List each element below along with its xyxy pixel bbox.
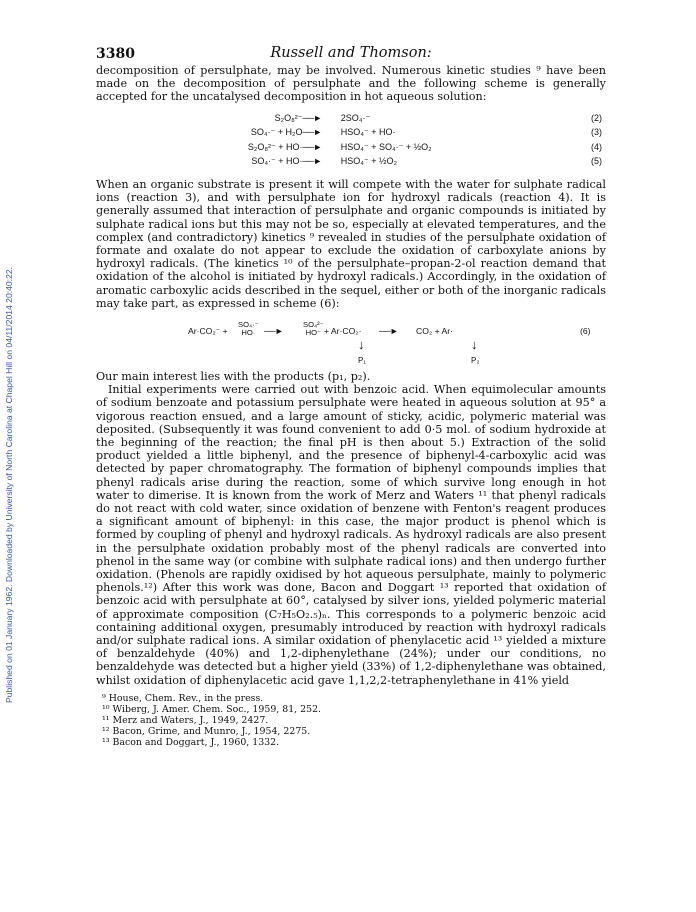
- equation-rhs: 2SO₄·⁻: [340, 112, 371, 123]
- equation-5: [96, 154, 606, 169]
- equation-2: [96, 111, 606, 126]
- reaction-arrow: ──►: [379, 326, 398, 337]
- page-body: [96, 42, 606, 748]
- footnote-10: ¹⁰ Wiberg, J. Amer. Chem. Soc., 1959, 81, 252.: [102, 703, 322, 715]
- footnote-12: ¹² Bacon, Grime, and Munro, J., 1954, 2275.: [102, 725, 311, 737]
- reaction-arrow: ──►: [302, 141, 322, 152]
- equation-number: (5): [591, 156, 602, 167]
- sulphate-ion: SO₄²⁻: [303, 320, 324, 330]
- equation-number: (3): [591, 127, 602, 138]
- paragraph-2: When an organic substrate is present it will compete with the water for sulphate radical ions (reaction 3), and with persulphate ion for hydroxyl radicals (reaction 4). It is generally assumed that interaction of persulphate and organic compounds is initiated by sulphate radical ions but this may not be so, especially at elevated temperatures, and the complex (and contradictory) kinetics ⁹ revealed in studies of the persulphate oxidation of formate and oxalate do not appear to exclude the oxidation of carboxylate anions by hydroxyl radicals. (The kinetics ¹⁰ of the persulphate–propan-2-ol reaction demand that oxidation of the alcohol is initiated by hydroxyl radicals.) Accordingly, in the oxidation of aromatic carboxylic acids described in the sequel, either or both of the inorganic radicals may take part, as expressed in scheme (6):: [96, 177, 606, 310]
- footnote-9: ⁹ House, Chem. Rev., in the press.: [102, 692, 264, 704]
- scheme-reactant: Ar·CO₂⁻ +: [188, 326, 228, 337]
- equation-4: [96, 140, 606, 155]
- down-arrow-icon: ↓: [471, 337, 478, 353]
- scheme-6: [96, 312, 606, 368]
- equation-lhs: SO₄·⁻ + H₂O: [250, 127, 303, 138]
- equation-number: (2): [591, 112, 602, 123]
- download-notice: Published on 01 January 1962. Downloaded by University of North Carolina at Chapel Hill on 04/11/2014 20:40:22.: [4, 267, 14, 704]
- equation-number: (4): [591, 141, 602, 152]
- equation-rhs: HSO₄⁻ + HO·: [340, 127, 396, 138]
- paragraph-1: decomposition of persulphate, may be involved. Numerous kinetic studies ⁹ have been made on the decomposition of persulphate and the following scheme is generally accepted for the uncatalysed decomposition in hot aqueous solution:: [96, 64, 606, 104]
- hydroxide-ion: HO⁻: [305, 328, 321, 338]
- scheme-radicals: [238, 321, 259, 337]
- paragraph-4: Initial experiments were carried out with benzoic acid. When equimolecular amounts of sodium benzoate and potassium persulphate were heated in aqueous solution at 95° a vigorous reaction ensued, and a large amount of sticky, acidic, polymeric material was deposited. (Subsequently it was found convenient to add 0·5 mol. of sodium hydroxide at the beginning of the reaction; the final pH is then about 5.) Extraction of the solid product yielded a little biphenyl, and the presence of biphenyl-4-carboxylic acid was detected by paper chromatography. The formation of biphenyl compounds implies that phenyl radicals arise during the reaction, some of which survive long enough in hot water to dimerise. It is known from the work of Merz and Waters ¹¹ that phenyl radicals do not react with cold water, since oxidation of benzene with Fenton's reagent produces a significant amount of biphenyl: in this case, the major product is phenol which is formed by coupling of phenyl and hydroxyl radicals. As hydroxyl radicals are also present in the persulphate oxidation probably most of the phenyl radicals are converted into phenol in the same way (or combine with sulphate radical ions) and then undergo further oxidation. (Phenols are rapidly oxidised by hot aqueous persulphate, mainly to polymeric phenols.¹²) After this work was done, Bacon and Doggart ¹³ reported that oxidation of benzoic acid with persulphate at 60°, catalysed by silver ions, yielded polymeric material of approximate composition (C₇H₅O₂.₅)ₙ. This corresponds to a polymeric benzoic acid containing additional oxygen, presumably introduced by reaction with hydroxyl radicals and/or sulphate radical ions. A similar oxidation of phenylacetic acid ¹³ yielded a mixture of benzaldehyde (40%) and 1,2-diphenylethane (24%); under our conditions, no benzaldehyde was detected but a higher yield (33%) of 1,2-diphenylethane was obtained, whilst oxidation of diphenylacetic acid gave 1,1,2,2-tetraphenylethane in 41% yield: [96, 383, 606, 687]
- down-arrow-icon: ↓: [358, 337, 365, 353]
- reaction-arrow: ──►: [302, 127, 322, 138]
- page-number: 3380: [96, 46, 135, 62]
- scheme-products: CO₂ + Ar·: [416, 326, 454, 337]
- equation-lhs: S₂O₈²⁻: [274, 112, 303, 123]
- product-p2: P₂: [471, 356, 480, 366]
- equation-rhs: HSO₄⁻ + SO₄·⁻ + ½O₂: [340, 141, 432, 152]
- reaction-arrow: ──►: [302, 112, 322, 123]
- footnote-11: ¹¹ Merz and Waters, J., 1949, 2427.: [102, 714, 269, 726]
- reaction-arrow: ──►: [264, 326, 283, 337]
- equation-3: [96, 125, 606, 140]
- product-p1: P₁: [358, 356, 367, 366]
- equation-number: (6): [580, 326, 591, 337]
- footnote-13: ¹³ Bacon and Doggart, J., 1960, 1332.: [102, 736, 280, 748]
- scheme-byproducts: [303, 321, 324, 337]
- scheme-intermediate: + Ar·CO₂·: [324, 326, 362, 337]
- sulphate-radical: SO₄·⁻: [238, 320, 259, 330]
- equation-lhs: S₂O₈²⁻ + HO·: [247, 141, 303, 152]
- hydroxyl-radical: HO·: [241, 328, 256, 338]
- running-title: Russell and Thomson:: [270, 45, 432, 61]
- reaction-arrow: ──►: [302, 156, 322, 167]
- running-header: [96, 42, 606, 64]
- footnotes: [96, 693, 606, 748]
- equation-block: [96, 111, 606, 169]
- equation-rhs: HSO₄⁻ + ½O₂: [340, 156, 397, 167]
- paragraph-3: Our main interest lies with the products (p₁, p₂).: [96, 370, 371, 384]
- equation-lhs: SO₄·⁻ + HO·: [251, 156, 303, 167]
